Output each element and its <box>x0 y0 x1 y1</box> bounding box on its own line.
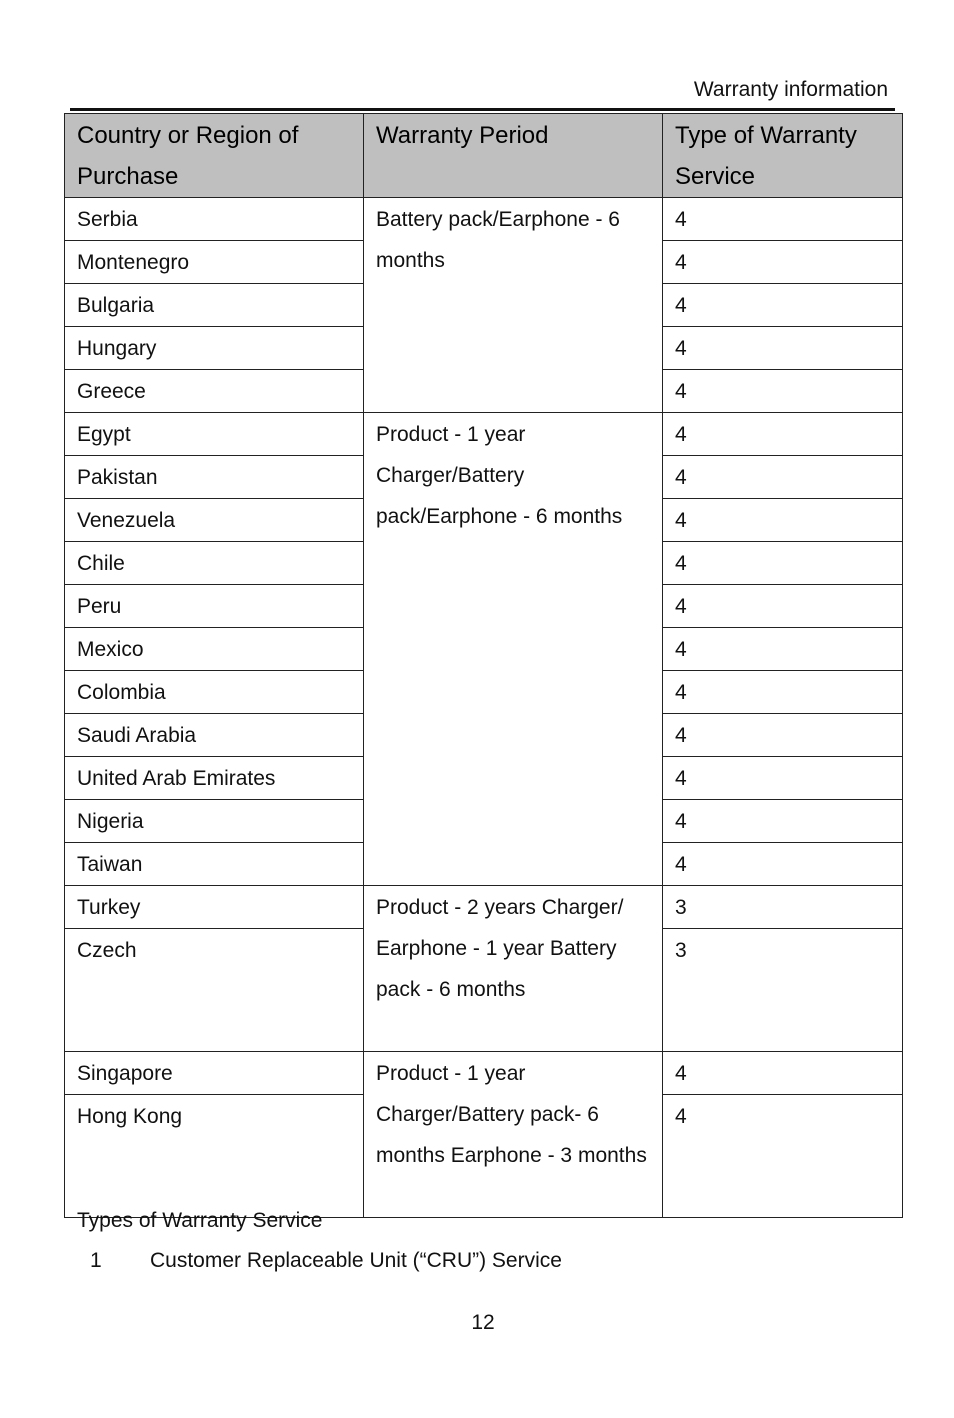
country-cell: Venezuela <box>65 499 364 542</box>
type-cell: 4 <box>663 542 903 585</box>
country-cell: Montenegro <box>65 241 364 284</box>
country-cell: Singapore <box>65 1052 364 1095</box>
period-cell: Product - 1 year Charger/Battery pack- 6 months Earphone - 3 months <box>364 1052 663 1218</box>
type-cell: 3 <box>663 929 903 1052</box>
country-cell: Chile <box>65 542 364 585</box>
type-cell: 4 <box>663 370 903 413</box>
country-cell: Taiwan <box>65 843 364 886</box>
types-list-item <box>90 1249 562 1273</box>
period-cell: Product - 2 years Charger/ Earphone - 1 year Battery pack - 6 months <box>364 886 663 1052</box>
header-rule <box>70 108 895 111</box>
country-cell: Pakistan <box>65 456 364 499</box>
type-cell: 4 <box>663 413 903 456</box>
table-row <box>65 1052 903 1095</box>
country-cell: Saudi Arabia <box>65 714 364 757</box>
type-cell: 4 <box>663 499 903 542</box>
type-cell: 4 <box>663 327 903 370</box>
country-cell: Mexico <box>65 628 364 671</box>
type-cell: 4 <box>663 714 903 757</box>
country-cell: Hong Kong <box>65 1095 364 1218</box>
types-item-number: 1 <box>90 1249 102 1272</box>
page-number: 12 <box>471 1311 495 1334</box>
country-cell: Colombia <box>65 671 364 714</box>
header-country: Country or Region of Purchase <box>65 114 364 198</box>
type-cell: 3 <box>663 886 903 929</box>
country-cell: Czech <box>65 929 364 1052</box>
type-cell: 4 <box>663 671 903 714</box>
header-type: Type of Warranty Service <box>663 114 903 198</box>
country-cell: Egypt <box>65 413 364 456</box>
type-cell: 4 <box>663 585 903 628</box>
types-section-title: Types of Warranty Service <box>77 1209 323 1232</box>
table-header-row <box>65 114 903 198</box>
type-cell: 4 <box>663 800 903 843</box>
country-cell: Bulgaria <box>65 284 364 327</box>
period-cell: Battery pack/Earphone - 6 months <box>364 198 663 413</box>
table-row <box>65 198 903 241</box>
country-cell: Serbia <box>65 198 364 241</box>
table-row <box>65 886 903 929</box>
country-cell: Peru <box>65 585 364 628</box>
type-cell: 4 <box>663 843 903 886</box>
table-row <box>65 413 903 456</box>
type-cell: 4 <box>663 628 903 671</box>
warranty-table <box>64 113 903 1218</box>
type-cell: 4 <box>663 456 903 499</box>
type-cell: 4 <box>663 241 903 284</box>
type-cell: 4 <box>663 1095 903 1218</box>
running-header: Warranty information <box>693 78 888 101</box>
country-cell: United Arab Emirates <box>65 757 364 800</box>
country-cell: Hungary <box>65 327 364 370</box>
types-item-label: Customer Replaceable Unit (“CRU”) Service <box>150 1249 562 1272</box>
type-cell: 4 <box>663 757 903 800</box>
header-period: Warranty Period <box>364 114 663 198</box>
country-cell: Turkey <box>65 886 364 929</box>
country-cell: Greece <box>65 370 364 413</box>
type-cell: 4 <box>663 1052 903 1095</box>
type-cell: 4 <box>663 284 903 327</box>
period-cell: Product - 1 year Charger/Battery pack/Earphone - 6 months <box>364 413 663 886</box>
type-cell: 4 <box>663 198 903 241</box>
country-cell: Nigeria <box>65 800 364 843</box>
